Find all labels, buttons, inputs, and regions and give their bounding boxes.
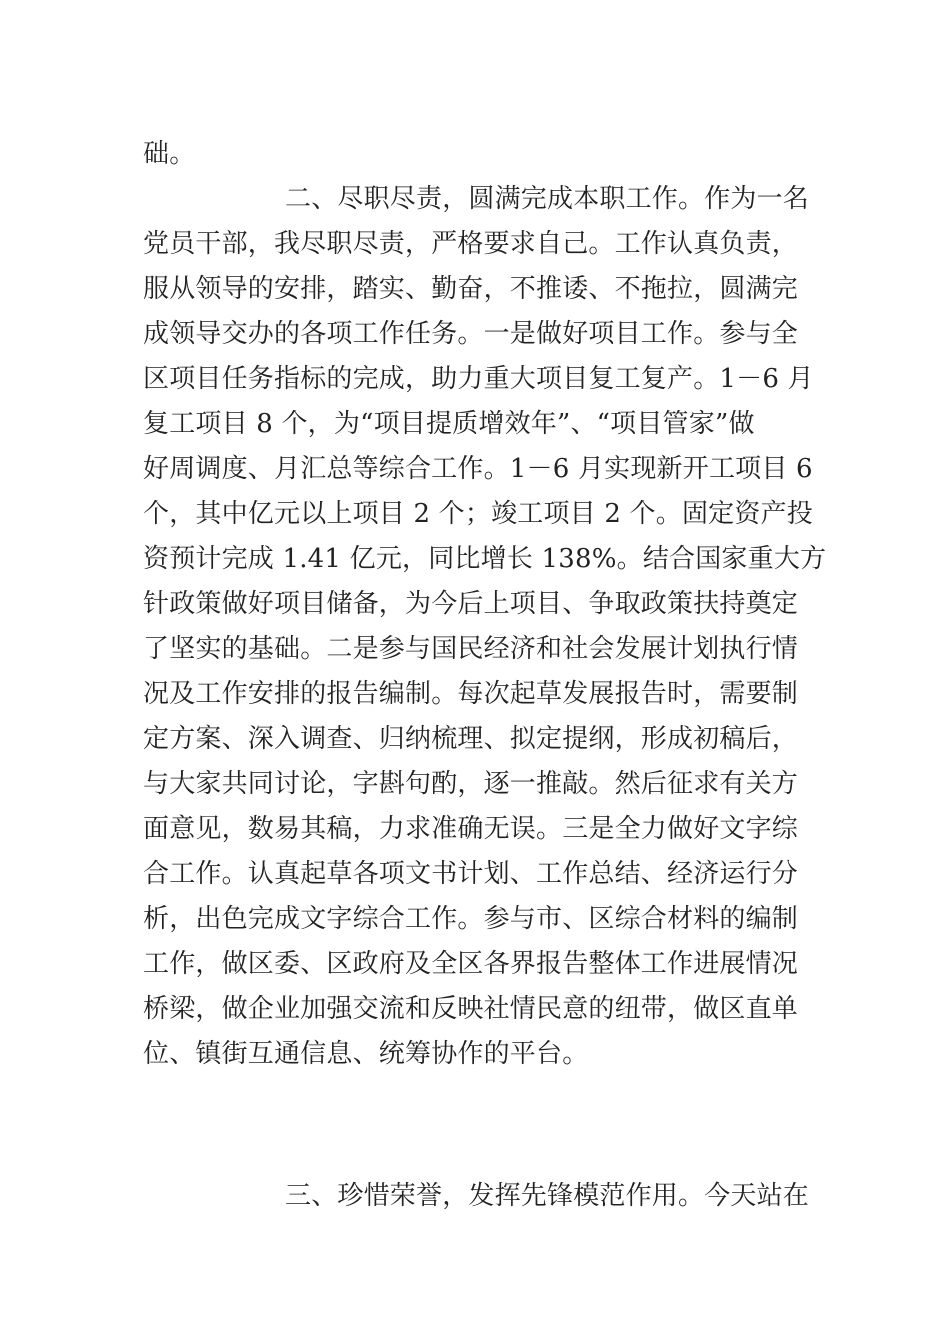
paragraph-line: 工作，做区委、区政府及全区各界报告整体工作进展情况 [143,949,799,979]
paragraph-line: 党员干部，我尽职尽责，严格要求自己。工作认真负责， [143,229,799,259]
paragraph-line: 区项目任务指标的完成，助力重大项目复工复产。1－6 月 [143,364,814,394]
paragraph-line: 础。 [143,139,196,169]
section-heading-line: 三、珍惜荣誉，发挥先锋模范作用。今天站在 [285,1181,810,1211]
paragraph-line: 资预计完成 1.41 亿元，同比增长 138%。结合国家重大方 [143,544,827,574]
paragraph-line: 面意见，数易其稿，力求准确无误。三是全力做好文字综 [143,814,799,844]
paragraph-line: 了坚实的基础。二是参与国民经济和社会发展计划执行情 [143,634,799,664]
paragraph-line: 与大家共同讨论，字斟句酌，逐一推敲。然后征求有关方 [143,769,799,799]
paragraph-line: 针政策做好项目储备，为今后上项目、争取政策扶持奠定 [143,589,799,619]
paragraph-line: 成领导交办的各项工作任务。一是做好项目工作。参与全 [143,319,799,349]
paragraph-line: 况及工作安排的报告编制。每次起草发展报告时，需要制 [143,679,799,709]
paragraph-line: 桥梁，做企业加强交流和反映社情民意的纽带，做区直单 [143,994,799,1024]
paragraph-line: 服从领导的安排，踏实、勤奋，不推诿、不拖拉，圆满完 [143,274,799,304]
paragraph-line: 合工作。认真起草各项文书计划、工作总结、经济运行分 [143,859,799,889]
paragraph-line: 析，出色完成文字综合工作。参与市、区综合材料的编制 [143,904,799,934]
paragraph-line: 复工项目 8 个，为“项目提质增效年”、“项目管家”做 [143,409,755,439]
paragraph-line: 个，其中亿元以上项目 2 个；竣工项目 2 个。固定资产投 [143,499,813,529]
paragraph-line: 定方案、深入调查、归纳梳理、拟定提纲，形成初稿后， [143,724,799,754]
paragraph-line: 好周调度、月汇总等综合工作。1－6 月实现新开工项目 6 [143,454,813,484]
paragraph-line: 位、镇街互通信息、统筹协作的平台。 [143,1039,589,1069]
section-heading-line: 二、尽职尽责，圆满完成本职工作。作为一名 [285,184,810,214]
